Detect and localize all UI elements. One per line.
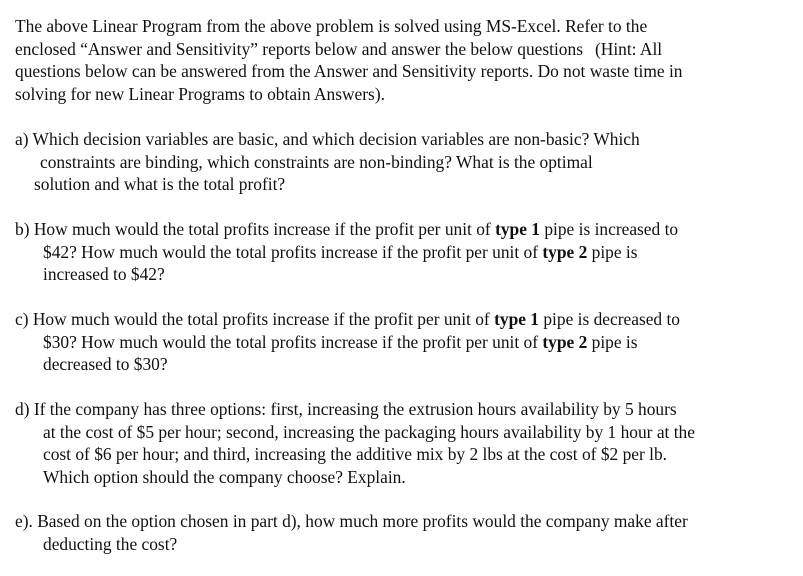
question-c (15, 308, 790, 376)
question-b-line-1 (15, 218, 790, 241)
question-a-line-2: constraints are binding, which constraints are non-binding? What is the optimal (40, 151, 593, 172)
question-a-line-3: solution and what is the total profit? (34, 174, 286, 195)
question-c-line-2-post: pipe is (587, 331, 638, 352)
question-c-line-1-post: pipe is decreased to (539, 309, 681, 329)
question-b-line-2-post: pipe is (587, 241, 638, 262)
question-c-line-1 (15, 308, 790, 331)
question-c-line-3: decreased to $30? (43, 354, 168, 375)
question-b-line-3: increased to $42? (43, 264, 165, 285)
question-b-line-1-pre: b) How much would the total profits increase if the profit per unit of (15, 219, 496, 239)
question-c-line-2-pre: $30? How much would the total profits increase if the profit per unit of (43, 331, 543, 352)
question-b-line-2 (15, 241, 790, 264)
question-c-line-1-pre: c) How much would the total profits increase if the profit per unit of (15, 309, 495, 329)
intro-line-4: solving for new Linear Programs to obtain Answers). (15, 83, 385, 104)
question-d-line-4: Which option should the company choose? Explain. (43, 466, 406, 487)
question-d (15, 398, 790, 488)
question-d-line-2: at the cost of $5 per hour; second, increasing the packaging hours availability by 1 hour at the (43, 421, 695, 442)
question-a-line-1: a) Which decision variables are basic, and which decision variables are non-basic? Which (15, 129, 640, 149)
question-a (15, 128, 790, 196)
question-b-line-1-post: pipe is increased to (539, 219, 679, 239)
intro-line-3: questions below can be answered from the Answer and Sensitivity reports. Do not waste time in (15, 61, 683, 82)
intro-line-2 (15, 38, 785, 61)
question-b-type-1: type 1 (495, 219, 540, 239)
question-e-line-2: deducting the cost? (43, 533, 178, 554)
intro-line-1: The above Linear Program from the above problem is solved using MS-Excel. Refer to the (15, 16, 648, 36)
question-d-line-3: cost of $6 per hour; and third, increasing the additive mix by 2 lbs at the cost of $2 per lb. (43, 444, 667, 465)
intro-paragraph (15, 15, 785, 105)
question-b-type-2: type 2 (542, 241, 588, 262)
question-c-type-2: type 2 (542, 331, 588, 352)
intro-hint-start: (Hint: All (594, 38, 663, 59)
question-c-type-1: type 1 (494, 309, 539, 329)
question-e (15, 510, 790, 555)
question-b (15, 218, 790, 286)
question-c-line-2 (15, 331, 790, 354)
question-d-line-1: d) If the company has three options: first, increasing the extrusion hours availability by 5 hours (15, 399, 677, 419)
question-e-line-1: e). Based on the option chosen in part d), how much more profits would the company make after (15, 511, 688, 531)
intro-line-2-text: enclosed “Answer and Sensitivity” reports below and answer the below questions (15, 38, 583, 59)
question-b-line-2-pre: $42? How much would the total profits increase if the profit per unit of (43, 241, 543, 262)
